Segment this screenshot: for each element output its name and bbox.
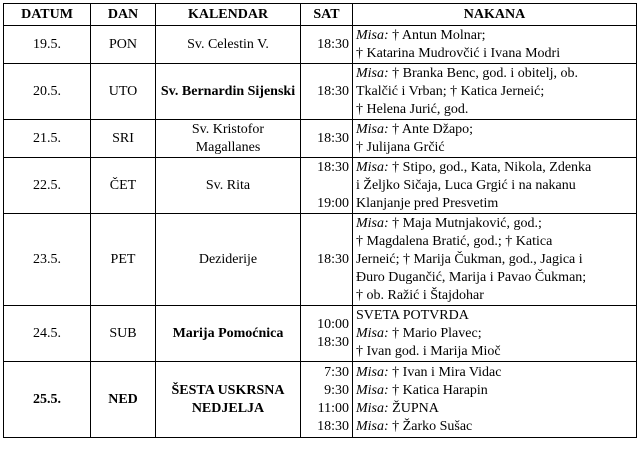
intention-line: [356, 382, 633, 400]
time-value: 10:00: [317, 316, 349, 332]
day-cell: PON: [91, 26, 156, 64]
intention-text: † Stipo, god., Kata, Nikola, Zdenka: [388, 159, 592, 175]
intention-line: [356, 325, 633, 343]
header-dan: DAN: [91, 4, 156, 26]
calendar-cell: Deziderije: [156, 214, 301, 306]
date-cell: 24.5.: [4, 306, 91, 362]
misa-label: Misa:: [356, 325, 389, 341]
time-cell: [301, 26, 353, 64]
header-sat: SAT: [301, 4, 353, 26]
time-value: 18:30: [317, 83, 349, 99]
intention-text: † Helena Jurić, god.: [356, 101, 469, 117]
day-cell: PET: [91, 214, 156, 306]
time-cell: [301, 64, 353, 120]
calendar-cell: Sv. Celestin V.: [156, 26, 301, 64]
intention-line: [356, 101, 633, 119]
intention-line: [356, 27, 633, 45]
intention-text: † Ivan god. i Marija Mioč: [356, 343, 501, 359]
intention-text: SVETA POTVRDA: [356, 307, 469, 323]
header-kalendar: KALENDAR: [156, 4, 301, 26]
time-value: [304, 177, 349, 195]
table-row: [4, 306, 637, 362]
table-row: [4, 26, 637, 64]
calendar-cell: Sv. Kristofor Magallanes: [156, 120, 301, 158]
time-value: 18:30: [317, 36, 349, 52]
intention-line: [356, 195, 633, 213]
table-row: [4, 214, 637, 306]
time-cell: [301, 158, 353, 214]
intention-text: i Željko Sičaja, Luca Grgić i na nakanu: [356, 177, 576, 193]
table-row: [4, 158, 637, 214]
date-cell: 22.5.: [4, 158, 91, 214]
time-cell: [301, 362, 353, 438]
calendar-cell: ŠESTA USKRSNA NEDJELJA: [156, 362, 301, 438]
intention-line: [356, 251, 633, 269]
calendar-cell: Marija Pomoćnica: [156, 306, 301, 362]
misa-label: Misa:: [356, 65, 389, 81]
intention-text: Tkalčić i Vrban; † Katica Jerneić;: [356, 83, 545, 99]
calendar-cell: Sv. Bernardin Sijenski: [156, 64, 301, 120]
intention-line: [356, 177, 633, 195]
day-cell: SRI: [91, 120, 156, 158]
intention-cell: [353, 362, 637, 438]
time-value: 9:30: [324, 382, 349, 398]
misa-label: Misa:: [356, 364, 389, 380]
intention-text: † ob. Ražić i Štajdohar: [356, 287, 484, 303]
misa-label: Misa:: [356, 159, 389, 175]
day-cell: NED: [91, 362, 156, 438]
intention-text: † Magdalena Bratić, god.; † Katica: [356, 233, 553, 249]
intention-line: [356, 269, 633, 287]
header-row: [4, 4, 637, 26]
intention-line: [356, 400, 633, 418]
intention-line: [356, 215, 633, 233]
time-value: 18:30: [317, 334, 349, 350]
intention-line: [356, 307, 633, 325]
intention-text: † Maja Mutnjaković, god.;: [388, 215, 542, 231]
day-cell: SUB: [91, 306, 156, 362]
intention-text: Klanjanje pred Presvetim: [356, 195, 499, 211]
time-value: 18:30: [317, 159, 349, 175]
day-cell: UTO: [91, 64, 156, 120]
intention-text: † Ante Džapo;: [388, 121, 474, 137]
intention-cell: [353, 306, 637, 362]
intention-line: [356, 139, 633, 157]
intention-cell: [353, 214, 637, 306]
time-value: 11:00: [317, 400, 349, 416]
intention-line: [356, 159, 633, 177]
intention-line: [356, 45, 633, 63]
intention-cell: [353, 26, 637, 64]
intention-text: † Branka Benc, god. i obitelj, ob.: [388, 65, 579, 81]
date-cell: 23.5.: [4, 214, 91, 306]
mass-schedule-table: [3, 3, 637, 438]
intention-text: † Katarina Mudrovčić i Ivana Modri: [356, 45, 561, 61]
time-value: 18:30: [317, 130, 349, 146]
time-cell: [301, 120, 353, 158]
time-value: 7:30: [324, 364, 349, 380]
header-datum: DATUM: [4, 4, 91, 26]
intention-line: [356, 65, 633, 83]
intention-line: [356, 287, 633, 305]
intention-text: † Julijana Grčić: [356, 139, 445, 155]
intention-line: [356, 364, 633, 382]
table-row: [4, 362, 637, 438]
table-row: [4, 64, 637, 120]
date-cell: 25.5.: [4, 362, 91, 438]
intention-text: † Mario Plavec;: [388, 325, 482, 341]
misa-label: Misa:: [356, 215, 389, 231]
intention-text: † Žarko Sušac: [388, 418, 473, 434]
intention-line: [356, 418, 633, 436]
time-cell: [301, 214, 353, 306]
intention-cell: [353, 64, 637, 120]
intention-text: ŽUPNA: [388, 400, 439, 416]
intention-line: [356, 121, 633, 139]
table-row: [4, 120, 637, 158]
time-value: 18:30: [317, 418, 349, 434]
intention-text: † Katica Harapin: [388, 382, 488, 398]
intention-text: † Ivan i Mira Vidac: [388, 364, 502, 380]
time-value: 19:00: [317, 195, 349, 211]
intention-text: Jerneić; † Marija Čukman, god., Jagica i: [356, 251, 583, 267]
intention-text: Đuro Dugančić, Marija i Pavao Čukman;: [356, 269, 587, 285]
intention-text: † Antun Molnar;: [388, 27, 486, 43]
calendar-cell: Sv. Rita: [156, 158, 301, 214]
time-value: 18:30: [317, 251, 349, 267]
misa-label: Misa:: [356, 382, 389, 398]
intention-cell: [353, 120, 637, 158]
date-cell: 21.5.: [4, 120, 91, 158]
time-cell: [301, 306, 353, 362]
day-cell: ČET: [91, 158, 156, 214]
misa-label: Misa:: [356, 27, 389, 43]
header-nakana: NAKANA: [353, 4, 637, 26]
intention-line: [356, 83, 633, 101]
intention-line: [356, 343, 633, 361]
date-cell: 19.5.: [4, 26, 91, 64]
misa-label: Misa:: [356, 418, 389, 434]
date-cell: 20.5.: [4, 64, 91, 120]
intention-line: [356, 233, 633, 251]
misa-label: Misa:: [356, 121, 389, 137]
misa-label: Misa:: [356, 400, 389, 416]
intention-cell: [353, 158, 637, 214]
